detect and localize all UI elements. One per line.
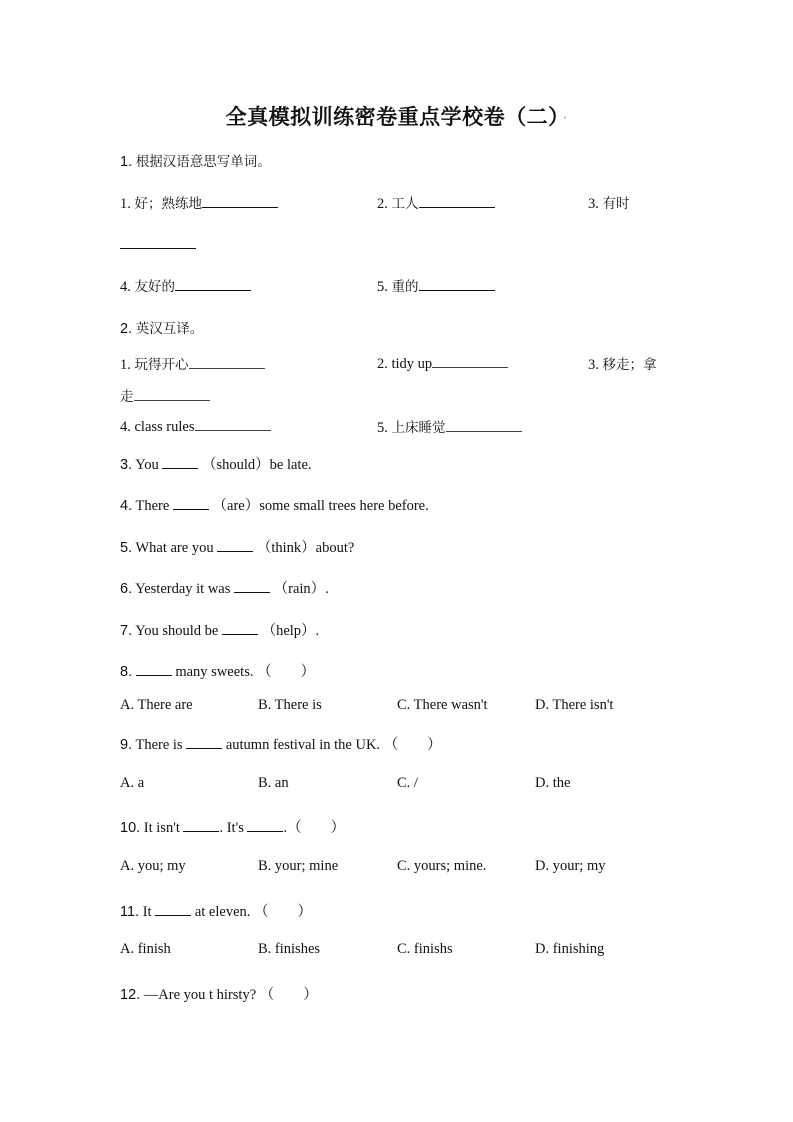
item-number: 2.	[377, 356, 388, 372]
option-text: C. finishs	[397, 941, 453, 957]
title-text: 全真模拟训练密卷重点学校卷（二）	[225, 105, 560, 129]
answer-blank[interactable]	[175, 276, 251, 291]
question-6	[120, 577, 329, 598]
q9-option-d[interactable]	[535, 775, 570, 792]
question-text: It	[142, 904, 152, 920]
hint-word: （rain）	[273, 581, 326, 597]
option-text: D. finishing	[535, 941, 605, 957]
item-number: 5.	[377, 279, 388, 295]
item-text: 上床睡觉	[391, 420, 446, 436]
question-text: You	[135, 457, 159, 473]
q10-option-a[interactable]	[120, 858, 186, 875]
question-number: 10.	[120, 820, 141, 836]
question-number: 8.	[120, 664, 133, 680]
item-number: 3.	[588, 196, 599, 212]
question-number: 7.	[120, 623, 133, 639]
question-9	[120, 733, 442, 754]
question-number: 11.	[120, 904, 140, 920]
answer-parentheses[interactable]: （ ）	[257, 664, 316, 680]
answer-parentheses[interactable]: （ ）	[259, 987, 318, 1003]
question-7	[120, 619, 319, 640]
option-text: B. an	[258, 775, 289, 791]
item-number: 1.	[120, 357, 131, 373]
hint-word: （are）	[212, 498, 260, 514]
question-5	[120, 536, 354, 557]
q11-option-c[interactable]	[397, 941, 453, 958]
heading-number: 1.	[120, 154, 133, 170]
q11-option-b[interactable]	[258, 941, 320, 958]
item-number: 5.	[377, 420, 388, 436]
option-text: D. the	[535, 775, 571, 791]
s2-item-2	[377, 353, 508, 373]
answer-parentheses[interactable]: （ ）	[287, 820, 346, 836]
item-number: 4.	[120, 279, 131, 295]
option-text: B. your; mine	[258, 858, 339, 874]
answer-blank[interactable]	[419, 276, 495, 291]
item-text: 移走；拿	[602, 357, 657, 373]
option-text: D. There isn't	[535, 697, 614, 713]
q11-option-a[interactable]	[120, 941, 171, 958]
question-8	[120, 660, 315, 681]
s2-item-3-continued	[120, 385, 210, 406]
s2-item-5	[377, 416, 522, 437]
item-number: 2.	[377, 196, 388, 212]
s1-item-4	[120, 275, 251, 296]
question-number: 4.	[120, 498, 133, 514]
answer-blank[interactable]	[173, 495, 209, 510]
option-text: A. a	[120, 775, 145, 791]
section-2-heading	[120, 317, 203, 338]
q11-option-d[interactable]	[535, 941, 604, 958]
option-text: A. There are	[120, 697, 193, 713]
question-text: autumn festival in the UK.	[225, 737, 381, 753]
answer-blank[interactable]	[432, 353, 508, 368]
answer-blank[interactable]	[183, 817, 219, 832]
question-text: be late.	[269, 457, 312, 473]
decorative-dot: ·	[563, 112, 568, 124]
option-text: A. finish	[120, 941, 171, 957]
q9-option-a[interactable]	[120, 775, 144, 792]
question-text: .	[283, 820, 288, 836]
question-number: 9.	[120, 737, 133, 753]
question-text: .	[325, 581, 329, 597]
q8-option-b[interactable]	[258, 697, 322, 714]
s2-item-4	[120, 416, 271, 436]
page-title	[0, 101, 793, 131]
s2-item-3	[588, 353, 657, 374]
item-text-continued: 走	[120, 389, 134, 405]
item-text: 好；熟练地	[134, 196, 202, 212]
question-10	[120, 816, 345, 837]
s2-item-1	[120, 353, 265, 374]
q10-option-c[interactable]	[397, 858, 486, 875]
question-text: There is	[135, 737, 183, 753]
question-text: many sweets.	[175, 664, 254, 680]
s1-item-2	[377, 192, 495, 213]
s1-item-3	[588, 192, 630, 213]
question-text: You should be	[135, 623, 219, 639]
item-text: 友好的	[134, 279, 175, 295]
answer-blank[interactable]	[419, 193, 495, 208]
question-number: 3.	[120, 457, 133, 473]
option-text: B. There is	[258, 697, 322, 713]
question-text: There	[135, 498, 170, 514]
item-number: 3.	[588, 357, 599, 373]
q10-option-d[interactable]	[535, 858, 605, 875]
answer-blank[interactable]	[155, 901, 191, 916]
answer-blank[interactable]	[234, 578, 270, 593]
item-text: 重的	[391, 279, 419, 295]
option-text: C. yours; mine.	[397, 858, 487, 874]
q8-option-c[interactable]	[397, 697, 488, 714]
hint-word: （think）	[256, 540, 316, 556]
question-number: 5.	[120, 540, 133, 556]
s1-item-3-blank-line	[120, 234, 196, 254]
q8-option-a[interactable]	[120, 697, 193, 714]
heading-text: 根据汉语意思写单词。	[135, 154, 271, 170]
hint-word: （should）	[201, 457, 270, 473]
question-text: at eleven.	[194, 904, 251, 920]
question-3	[120, 453, 312, 474]
heading-number: 2.	[120, 321, 133, 337]
answer-blank[interactable]	[247, 817, 283, 832]
option-text: A. you; my	[120, 858, 186, 874]
answer-blank[interactable]	[195, 416, 271, 431]
item-text: class rules	[134, 419, 195, 435]
s1-item-1	[120, 192, 278, 213]
item-text: tidy up	[391, 356, 433, 372]
answer-blank[interactable]	[136, 661, 172, 676]
option-text: C. /	[397, 775, 418, 791]
option-text: C. There wasn't	[397, 697, 488, 713]
answer-parentheses[interactable]: （ ）	[383, 737, 442, 753]
question-text: What are you	[135, 540, 214, 556]
question-11	[120, 900, 312, 921]
answer-blank[interactable]	[217, 537, 253, 552]
question-12	[120, 983, 318, 1004]
answer-blank[interactable]	[202, 193, 278, 208]
option-text: D. your; my	[535, 858, 606, 874]
question-text: —Are you t hirsty?	[143, 987, 257, 1003]
question-text: It isn't	[143, 820, 180, 836]
item-number: 4.	[120, 419, 131, 435]
answer-blank[interactable]	[134, 386, 210, 401]
item-text: 玩得开心	[134, 357, 189, 373]
question-4	[120, 494, 429, 515]
question-text: .	[315, 623, 320, 639]
item-text: 工人	[391, 196, 419, 212]
question-text: about?	[315, 540, 355, 556]
question-text: Yesterday it was	[135, 581, 231, 597]
answer-blank[interactable]	[222, 620, 258, 635]
answer-parentheses[interactable]: （ ）	[254, 904, 313, 920]
item-number: 1.	[120, 196, 131, 212]
s1-item-5	[377, 275, 495, 296]
q10-option-b[interactable]	[258, 858, 338, 875]
q9-option-c[interactable]	[397, 775, 418, 792]
answer-blank[interactable]	[189, 354, 265, 369]
hint-word: （help）	[261, 623, 316, 639]
q9-option-b[interactable]	[258, 775, 289, 792]
answer-blank[interactable]	[446, 417, 522, 432]
section-1-heading	[120, 150, 271, 171]
answer-blank[interactable]	[162, 454, 198, 469]
question-text: . It's	[219, 820, 244, 836]
answer-blank[interactable]	[186, 734, 222, 749]
item-text: 有时	[602, 196, 630, 212]
option-text: B. finishes	[258, 941, 321, 957]
q8-option-d[interactable]	[535, 697, 613, 714]
heading-text: 英汉互译。	[135, 321, 204, 337]
question-number: 12.	[120, 987, 141, 1003]
answer-blank[interactable]	[120, 234, 196, 249]
question-text: some small trees here before.	[259, 498, 429, 514]
question-number: 6.	[120, 581, 133, 597]
